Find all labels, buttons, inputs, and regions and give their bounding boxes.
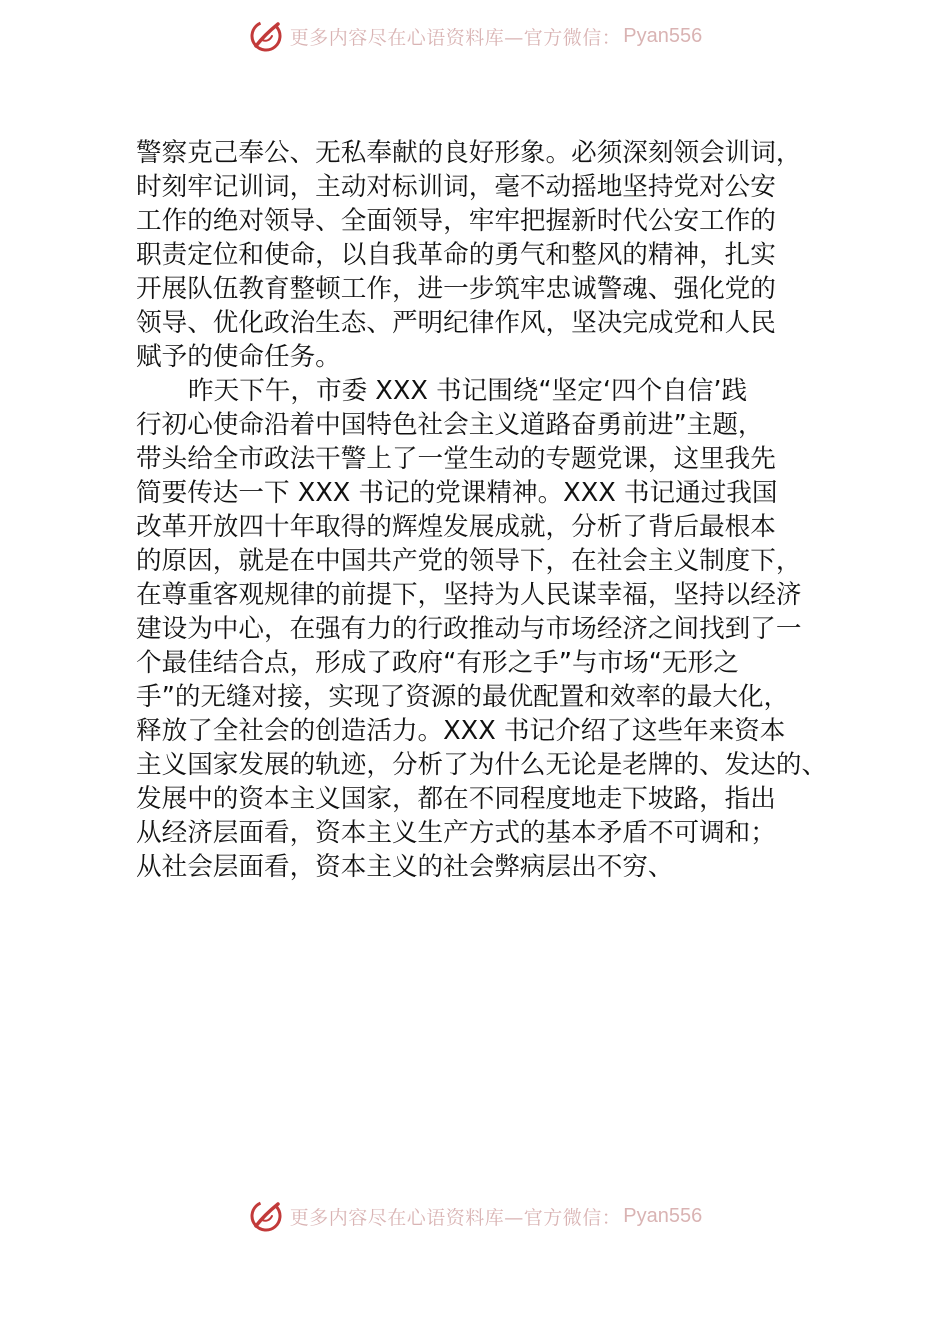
- text-line: 建设为中心，在强有力的行政推动与市场经济之间找到了一: [136, 614, 802, 644]
- text-line: 主义国家发展的轨迹，分析了为什么无论是老牌的、发达的、: [136, 750, 828, 780]
- text-line: 职责定位和使命，以自我革命的勇气和整风的精神，扎实: [136, 240, 776, 270]
- text-line: 带头给全市政法干警上了一堂生动的专题党课，这里我先: [136, 444, 776, 474]
- text-line: 发展中的资本主义国家，都在不同程度地走下坡路，指出: [136, 784, 776, 814]
- text-line: 时刻牢记训词，主动对标训词，毫不动摇地坚持党对公安: [136, 172, 776, 202]
- text-line: 手”的无缝对接，实现了资源的最优配置和效率的最大化，: [136, 682, 790, 712]
- text-line: 简要传达一下 XXX 书记的党课精神。XXX 书记通过我国: [136, 478, 778, 508]
- watermark-text: 更多内容尽在心语资料库—官方微信：: [289, 26, 622, 49]
- brush-circle-logo-icon: [248, 18, 284, 54]
- paragraph-start-line: 昨天下午，市委 XXX 书记围绕“坚定‘四个自信’践: [188, 376, 748, 406]
- watermark-wechat-id: Pyan556: [623, 24, 703, 47]
- text-line: 工作的绝对领导、全面领导，牢牢把握新时代公安工作的: [136, 206, 776, 236]
- text-line: 释放了全社会的创造活力。XXX 书记介绍了这些年来资本: [136, 716, 786, 746]
- text-line: 个最佳结合点，形成了政府“有形之手”与市场“无形之: [136, 648, 739, 678]
- footer-watermark: [0, 1196, 950, 1236]
- text-line: 在尊重客观规律的前提下，坚持为人民谋幸福，坚持以经济: [136, 580, 802, 610]
- brush-circle-logo-icon: [248, 1198, 284, 1234]
- document-body: [136, 136, 836, 884]
- watermark-wechat-id: Pyan556: [623, 1204, 703, 1227]
- text-line: 改革开放四十年取得的辉煌发展成就，分析了背后最根本: [136, 512, 776, 542]
- text-line: 赋予的使命任务。: [136, 342, 341, 372]
- text-line: 领导、优化政治生态、严明纪律作风，坚决完成党和人民: [136, 308, 776, 338]
- text-line: 的原因，就是在中国共产党的领导下，在社会主义制度下，: [136, 546, 802, 576]
- header-watermark: [0, 16, 950, 56]
- text-line: 警察克己奉公、无私奉献的良好形象。必须深刻领会训词，: [136, 138, 802, 168]
- text-line: 从社会层面看，资本主义的社会弊病层出不穷、: [136, 852, 674, 882]
- watermark-text: 更多内容尽在心语资料库—官方微信：: [289, 1206, 622, 1229]
- text-line: 开展队伍教育整顿工作，进一步筑牢忠诚警魂、强化党的: [136, 274, 776, 304]
- text-line: 行初心使命沿着中国特色社会主义道路奋勇前进”主题，: [136, 410, 764, 440]
- text-line: 从经济层面看，资本主义生产方式的基本矛盾不可调和；: [136, 818, 776, 848]
